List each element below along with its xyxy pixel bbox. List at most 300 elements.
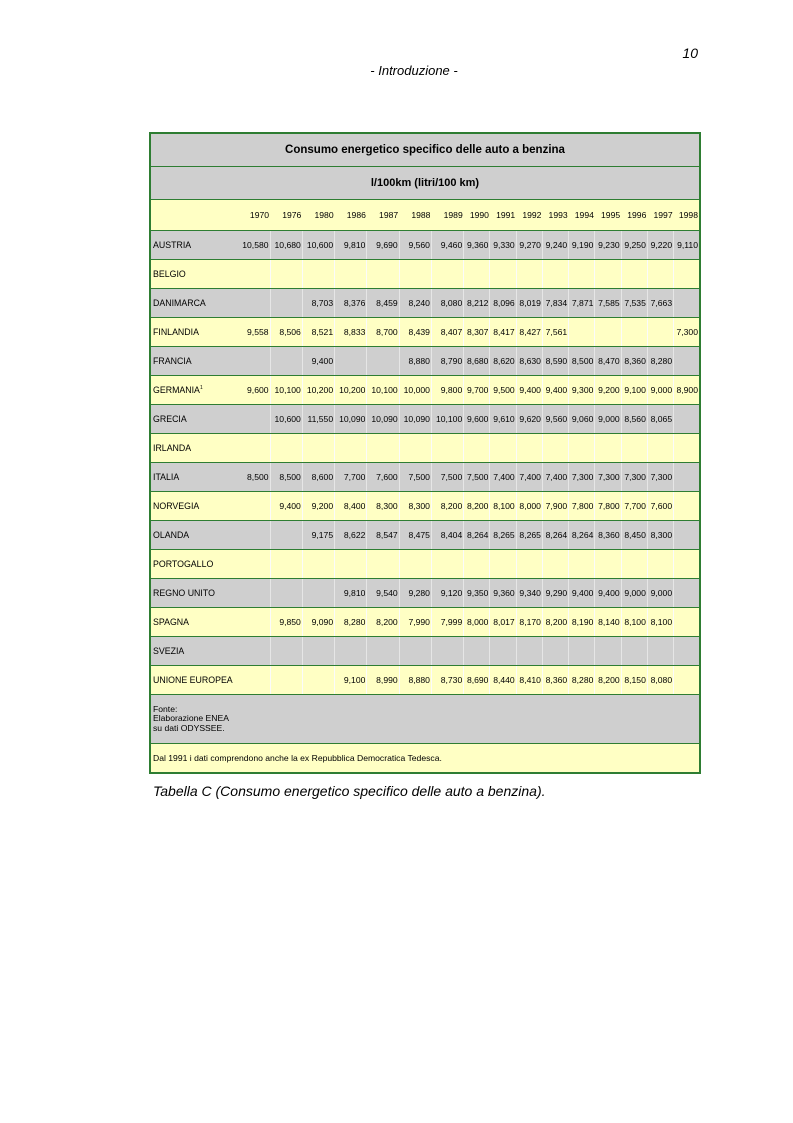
value-cell — [302, 637, 334, 666]
value-cell: 8,190 — [569, 608, 595, 637]
table-units: l/100km (litri/100 km) — [150, 167, 700, 200]
country-name: PORTOGALLO — [153, 559, 214, 569]
value-cell — [367, 434, 399, 463]
value-cell — [335, 347, 367, 376]
value-cell — [569, 318, 595, 347]
footnote-row — [150, 744, 700, 774]
value-cell — [674, 289, 700, 318]
value-cell — [647, 434, 673, 463]
value-cell: 8,264 — [542, 521, 568, 550]
value-cell: 7,500 — [431, 463, 463, 492]
value-cell — [674, 521, 700, 550]
value-cell: 8,212 — [464, 289, 490, 318]
value-cell: 8,360 — [595, 521, 621, 550]
table-row — [150, 260, 700, 289]
value-cell: 9,610 — [490, 405, 516, 434]
value-cell: 8,017 — [490, 608, 516, 637]
value-cell: 8,300 — [399, 492, 431, 521]
value-cell — [270, 289, 302, 318]
table-caption: Tabella C (Consumo energetico specifico delle auto a benzina). — [153, 783, 546, 799]
year-header-cell: 1976 — [270, 200, 302, 231]
table-row — [150, 231, 700, 260]
country-name-cell — [150, 550, 239, 579]
value-cell: 8,404 — [431, 521, 463, 550]
year-header-cell: 1996 — [621, 200, 647, 231]
value-cell: 9,250 — [621, 231, 647, 260]
value-cell: 9,200 — [595, 376, 621, 405]
value-cell: 8,200 — [542, 608, 568, 637]
source-line: Elaborazione ENEA — [153, 713, 229, 724]
country-name: BELGIO — [153, 269, 186, 279]
source-line: su dati ODYSSEE. — [153, 722, 225, 733]
value-cell — [674, 492, 700, 521]
country-name: AUSTRIA — [153, 240, 192, 250]
value-cell — [367, 347, 399, 376]
value-cell: 7,700 — [621, 492, 647, 521]
value-cell: 7,400 — [490, 463, 516, 492]
value-cell: 9,850 — [270, 608, 302, 637]
value-cell — [647, 260, 673, 289]
value-cell: 10,200 — [335, 376, 367, 405]
value-cell — [431, 637, 463, 666]
value-cell: 8,417 — [490, 318, 516, 347]
value-cell: 9,190 — [569, 231, 595, 260]
value-cell: 8,560 — [621, 405, 647, 434]
value-cell: 9,200 — [302, 492, 334, 521]
value-cell — [516, 260, 542, 289]
value-cell: 8,700 — [367, 318, 399, 347]
value-cell: 8,265 — [516, 521, 542, 550]
value-cell — [542, 637, 568, 666]
value-cell: 8,630 — [516, 347, 542, 376]
value-cell: 9,560 — [542, 405, 568, 434]
value-cell: 9,400 — [569, 579, 595, 608]
value-cell: 7,990 — [399, 608, 431, 637]
value-cell — [490, 550, 516, 579]
value-cell: 8,200 — [367, 608, 399, 637]
value-cell: 8,150 — [621, 666, 647, 695]
value-cell: 8,790 — [431, 347, 463, 376]
value-cell: 8,080 — [431, 289, 463, 318]
country-name-cell — [150, 608, 239, 637]
year-header-cell: 1980 — [302, 200, 334, 231]
value-cell: 8,547 — [367, 521, 399, 550]
value-cell: 8,703 — [302, 289, 334, 318]
year-header-cell: 1992 — [516, 200, 542, 231]
value-cell: 8,100 — [490, 492, 516, 521]
value-cell: 8,690 — [464, 666, 490, 695]
year-header-cell: 1995 — [595, 200, 621, 231]
value-cell: 9,230 — [595, 231, 621, 260]
value-cell — [674, 550, 700, 579]
country-name-cell — [150, 492, 239, 521]
value-cell — [239, 405, 270, 434]
value-cell: 9,600 — [464, 405, 490, 434]
value-cell — [621, 637, 647, 666]
country-name: SPAGNA — [153, 617, 190, 627]
value-cell — [302, 434, 334, 463]
value-cell — [367, 550, 399, 579]
country-name-cell — [150, 463, 239, 492]
value-cell: 10,100 — [431, 405, 463, 434]
country-name-cell — [150, 434, 239, 463]
value-cell — [674, 405, 700, 434]
value-cell: 8,590 — [542, 347, 568, 376]
years-header-row — [150, 200, 700, 231]
value-cell: 8,065 — [647, 405, 673, 434]
value-cell — [335, 637, 367, 666]
value-cell: 8,307 — [464, 318, 490, 347]
value-cell: 8,080 — [647, 666, 673, 695]
value-cell: 9,000 — [595, 405, 621, 434]
table-row — [150, 405, 700, 434]
year-header-cell: 1994 — [569, 200, 595, 231]
value-cell — [270, 666, 302, 695]
value-cell — [270, 521, 302, 550]
country-name: NORVEGIA — [153, 501, 200, 511]
value-cell: 8,096 — [490, 289, 516, 318]
value-cell: 10,090 — [335, 405, 367, 434]
value-cell: 8,900 — [674, 376, 700, 405]
country-name: FRANCIA — [153, 356, 192, 366]
value-cell: 8,280 — [647, 347, 673, 376]
value-cell: 11,550 — [302, 405, 334, 434]
value-cell: 9,400 — [595, 579, 621, 608]
value-cell — [569, 550, 595, 579]
country-name-cell — [150, 666, 239, 695]
value-cell: 8,450 — [621, 521, 647, 550]
value-cell: 8,170 — [516, 608, 542, 637]
value-cell — [516, 550, 542, 579]
value-cell: 7,585 — [595, 289, 621, 318]
value-cell: 8,600 — [302, 463, 334, 492]
value-cell — [239, 347, 270, 376]
value-cell — [239, 666, 270, 695]
value-cell — [270, 637, 302, 666]
years-header-blank — [150, 200, 239, 231]
value-cell — [367, 260, 399, 289]
country-name: SVEZIA — [153, 646, 185, 656]
value-cell — [674, 347, 700, 376]
value-cell: 8,360 — [621, 347, 647, 376]
value-cell — [595, 637, 621, 666]
value-cell — [621, 318, 647, 347]
value-cell: 8,376 — [335, 289, 367, 318]
table-row — [150, 289, 700, 318]
value-cell: 8,470 — [595, 347, 621, 376]
value-cell — [674, 608, 700, 637]
value-cell — [674, 666, 700, 695]
country-name: OLANDA — [153, 530, 190, 540]
value-cell: 8,019 — [516, 289, 542, 318]
value-cell: 9,060 — [569, 405, 595, 434]
value-cell — [595, 550, 621, 579]
value-cell — [270, 579, 302, 608]
running-header: - Introduzione - — [370, 63, 458, 78]
value-cell: 9,620 — [516, 405, 542, 434]
value-cell — [302, 579, 334, 608]
value-cell: 8,622 — [335, 521, 367, 550]
value-cell: 9,330 — [490, 231, 516, 260]
value-cell — [431, 550, 463, 579]
value-cell — [335, 434, 367, 463]
value-cell: 9,810 — [335, 579, 367, 608]
table-row — [150, 579, 700, 608]
value-cell: 9,560 — [399, 231, 431, 260]
value-cell: 8,280 — [335, 608, 367, 637]
footnote-text: Dal 1991 i dati comprendono anche la ex Repubblica Democratica Tedesca. — [150, 744, 700, 774]
value-cell — [239, 260, 270, 289]
value-cell: 7,400 — [516, 463, 542, 492]
value-cell — [647, 637, 673, 666]
value-cell — [490, 434, 516, 463]
year-header-cell: 1998 — [674, 200, 700, 231]
value-cell: 8,360 — [542, 666, 568, 695]
value-cell: 8,300 — [647, 521, 673, 550]
value-cell: 9,400 — [302, 347, 334, 376]
value-cell: 7,900 — [542, 492, 568, 521]
value-cell: 8,439 — [399, 318, 431, 347]
value-cell — [464, 550, 490, 579]
value-cell: 8,506 — [270, 318, 302, 347]
value-cell: 7,535 — [621, 289, 647, 318]
table-row — [150, 521, 700, 550]
value-cell: 8,100 — [647, 608, 673, 637]
value-cell: 10,090 — [399, 405, 431, 434]
value-cell: 9,700 — [464, 376, 490, 405]
value-cell — [569, 434, 595, 463]
value-cell: 9,220 — [647, 231, 673, 260]
table-row — [150, 666, 700, 695]
table-title: Consumo energetico specifico delle auto a benzina — [150, 133, 700, 167]
value-cell — [239, 434, 270, 463]
country-name: DANIMARCA — [153, 298, 206, 308]
value-cell — [621, 434, 647, 463]
value-cell: 10,680 — [270, 231, 302, 260]
data-table-container — [149, 132, 701, 774]
value-cell: 8,140 — [595, 608, 621, 637]
value-cell: 9,090 — [302, 608, 334, 637]
value-cell: 8,407 — [431, 318, 463, 347]
table-row — [150, 434, 700, 463]
value-cell: 9,690 — [367, 231, 399, 260]
value-cell: 9,500 — [490, 376, 516, 405]
country-name-cell — [150, 405, 239, 434]
year-header-cell: 1986 — [335, 200, 367, 231]
value-cell: 9,270 — [516, 231, 542, 260]
value-cell: 8,200 — [464, 492, 490, 521]
value-cell: 10,600 — [302, 231, 334, 260]
value-cell: 7,300 — [674, 318, 700, 347]
value-cell — [335, 260, 367, 289]
value-cell — [431, 260, 463, 289]
page-number: 10 — [682, 45, 698, 61]
value-cell: 9,400 — [516, 376, 542, 405]
value-cell — [595, 318, 621, 347]
value-cell — [464, 260, 490, 289]
table-row — [150, 608, 700, 637]
year-header-cell: 1987 — [367, 200, 399, 231]
value-cell: 8,880 — [399, 666, 431, 695]
value-cell: 8,100 — [621, 608, 647, 637]
value-cell — [239, 608, 270, 637]
value-cell: 7,800 — [569, 492, 595, 521]
country-name-cell — [150, 231, 239, 260]
value-cell: 8,240 — [399, 289, 431, 318]
value-cell — [302, 550, 334, 579]
source-cell — [150, 695, 700, 744]
value-cell: 8,833 — [335, 318, 367, 347]
table-row — [150, 463, 700, 492]
country-name-cell — [150, 579, 239, 608]
value-cell — [239, 289, 270, 318]
country-name-cell — [150, 347, 239, 376]
table-row — [150, 637, 700, 666]
value-cell — [595, 434, 621, 463]
value-cell — [674, 434, 700, 463]
value-cell — [569, 637, 595, 666]
value-cell: 9,300 — [569, 376, 595, 405]
value-cell: 8,200 — [431, 492, 463, 521]
year-header-cell: 1970 — [239, 200, 270, 231]
value-cell: 7,500 — [464, 463, 490, 492]
value-cell: 7,871 — [569, 289, 595, 318]
country-name: IRLANDA — [153, 443, 192, 453]
value-cell: 9,000 — [621, 579, 647, 608]
country-name-cell — [150, 637, 239, 666]
table-row — [150, 550, 700, 579]
value-cell — [335, 550, 367, 579]
value-cell — [647, 318, 673, 347]
value-cell — [270, 434, 302, 463]
table-row — [150, 318, 700, 347]
value-cell: 9,000 — [647, 579, 673, 608]
value-cell: 8,500 — [569, 347, 595, 376]
value-cell: 10,100 — [270, 376, 302, 405]
value-cell — [270, 550, 302, 579]
value-cell: 9,400 — [270, 492, 302, 521]
value-cell: 9,100 — [335, 666, 367, 695]
value-cell: 8,500 — [270, 463, 302, 492]
country-name-cell — [150, 521, 239, 550]
value-cell: 10,090 — [367, 405, 399, 434]
value-cell — [621, 260, 647, 289]
value-cell: 8,730 — [431, 666, 463, 695]
value-cell: 8,400 — [335, 492, 367, 521]
table-row — [150, 492, 700, 521]
value-cell: 7,999 — [431, 608, 463, 637]
value-cell — [595, 260, 621, 289]
value-cell: 9,290 — [542, 579, 568, 608]
value-cell: 9,120 — [431, 579, 463, 608]
value-cell — [399, 637, 431, 666]
value-cell: 7,700 — [335, 463, 367, 492]
country-name: ITALIA — [153, 472, 180, 482]
value-cell: 7,600 — [647, 492, 673, 521]
value-cell: 7,400 — [542, 463, 568, 492]
value-cell — [542, 434, 568, 463]
source-row — [150, 695, 700, 744]
value-cell — [516, 637, 542, 666]
value-cell: 9,558 — [239, 318, 270, 347]
value-cell: 7,600 — [367, 463, 399, 492]
value-cell — [239, 637, 270, 666]
value-cell — [270, 347, 302, 376]
value-cell — [239, 492, 270, 521]
value-cell: 8,440 — [490, 666, 516, 695]
year-header-cell: 1988 — [399, 200, 431, 231]
country-name: FINLANDIA — [153, 327, 199, 337]
value-cell — [542, 550, 568, 579]
value-cell: 7,834 — [542, 289, 568, 318]
fuel-consumption-table — [149, 132, 701, 774]
value-cell — [239, 521, 270, 550]
value-cell — [621, 550, 647, 579]
value-cell — [239, 579, 270, 608]
value-cell: 8,410 — [516, 666, 542, 695]
value-cell: 9,460 — [431, 231, 463, 260]
value-cell — [674, 579, 700, 608]
footnote-marker: 1 — [199, 385, 203, 392]
value-cell: 10,100 — [367, 376, 399, 405]
country-name-cell — [150, 318, 239, 347]
value-cell: 8,000 — [464, 608, 490, 637]
table-row — [150, 347, 700, 376]
value-cell: 9,400 — [542, 376, 568, 405]
value-cell: 9,360 — [490, 579, 516, 608]
value-cell: 9,240 — [542, 231, 568, 260]
value-cell: 8,265 — [490, 521, 516, 550]
value-cell: 8,427 — [516, 318, 542, 347]
value-cell — [464, 637, 490, 666]
value-cell: 7,500 — [399, 463, 431, 492]
value-cell — [674, 260, 700, 289]
value-cell: 8,990 — [367, 666, 399, 695]
value-cell — [464, 434, 490, 463]
value-cell: 8,264 — [569, 521, 595, 550]
country-name-cell — [150, 289, 239, 318]
value-cell: 8,680 — [464, 347, 490, 376]
value-cell: 10,600 — [270, 405, 302, 434]
value-cell: 8,521 — [302, 318, 334, 347]
value-cell: 7,300 — [569, 463, 595, 492]
value-cell: 9,000 — [647, 376, 673, 405]
year-header-cell: 1990 — [464, 200, 490, 231]
value-cell — [239, 550, 270, 579]
value-cell: 7,300 — [621, 463, 647, 492]
value-cell — [674, 463, 700, 492]
value-cell: 8,500 — [239, 463, 270, 492]
year-header-cell: 1989 — [431, 200, 463, 231]
value-cell: 9,810 — [335, 231, 367, 260]
value-cell — [367, 637, 399, 666]
year-header-cell: 1993 — [542, 200, 568, 231]
value-cell: 9,100 — [621, 376, 647, 405]
year-header-cell: 1997 — [647, 200, 673, 231]
value-cell: 10,200 — [302, 376, 334, 405]
value-cell: 8,880 — [399, 347, 431, 376]
value-cell: 8,280 — [569, 666, 595, 695]
value-cell: 10,000 — [399, 376, 431, 405]
year-header-cell: 1991 — [490, 200, 516, 231]
value-cell: 9,540 — [367, 579, 399, 608]
value-cell: 8,620 — [490, 347, 516, 376]
value-cell: 8,000 — [516, 492, 542, 521]
value-cell: 9,280 — [399, 579, 431, 608]
value-cell — [399, 434, 431, 463]
value-cell: 9,360 — [464, 231, 490, 260]
value-cell: 7,663 — [647, 289, 673, 318]
